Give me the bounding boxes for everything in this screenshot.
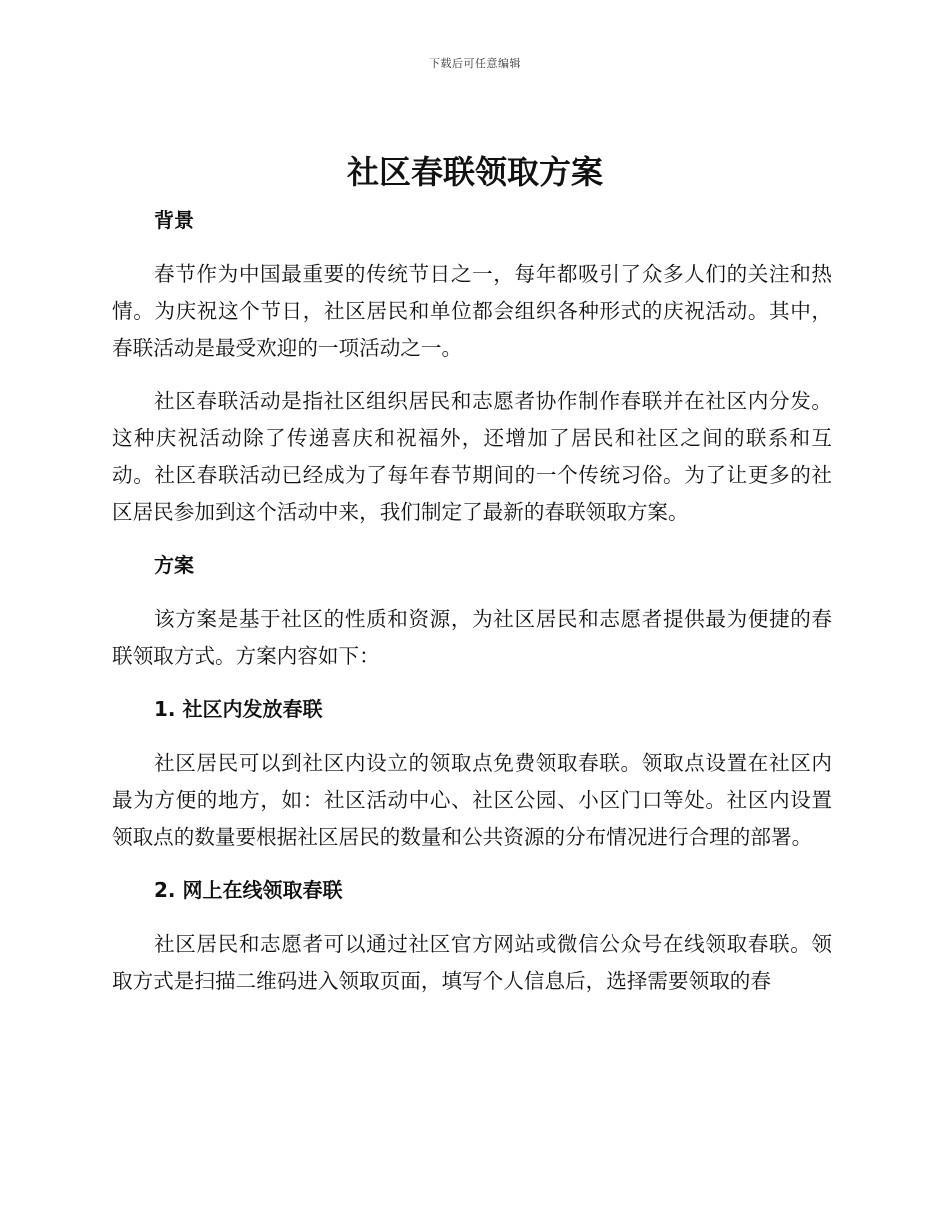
- background-paragraph-2: 社区春联活动是指社区组织居民和志愿者协作制作春联并在社区内分发。这种庆祝活动除了传递喜庆和祝福外，还增加了居民和社区之间的联系和互动。社区春联活动已经成为了每年春节期间的一个传统习俗。为了让更多的社区居民参加到这个活动中来，我们制定了最新的春联领取方案。: [112, 389, 832, 524]
- header-note: 下载后可任意编辑: [429, 57, 521, 70]
- background-paragraph-1: 春节作为中国最重要的传统节日之一，每年都吸引了众多人们的关注和热情。为庆祝这个节日，社区居民和单位都会组织各种形式的庆祝活动。其中，春联活动是最受欢迎的一项活动之一。: [112, 262, 832, 360]
- item-1-paragraph: 社区居民可以到社区内设立的领取点免费领取春联。领取点设置在社区内最为方便的地方，如：社区活动中心、社区公园、小区门口等处。社区内设置领取点的数量要根据社区居民的数量和公共资源的分布情况进行合理的部署。: [112, 751, 832, 849]
- item-2-paragraph: 社区居民和志愿者可以通过社区官方网站或微信公众号在线领取春联。领取方式是扫描二维码进入领取页面，填写个人信息后，选择需要领取的春: [112, 932, 832, 993]
- section-heading-item-1: 1. 社区内发放春联: [154, 697, 323, 721]
- section-heading-item-2: 2. 网上在线领取春联: [154, 878, 343, 902]
- document-title: 社区春联领取方案: [346, 153, 603, 191]
- document-body: [112, 200, 832, 1000]
- plan-intro-paragraph: 该方案是基于社区的性质和资源，为社区居民和志愿者提供最为便捷的春联领取方式。方案内容如下：: [112, 607, 832, 668]
- section-heading-background: 背景: [154, 208, 194, 232]
- section-heading-plan: 方案: [154, 553, 194, 577]
